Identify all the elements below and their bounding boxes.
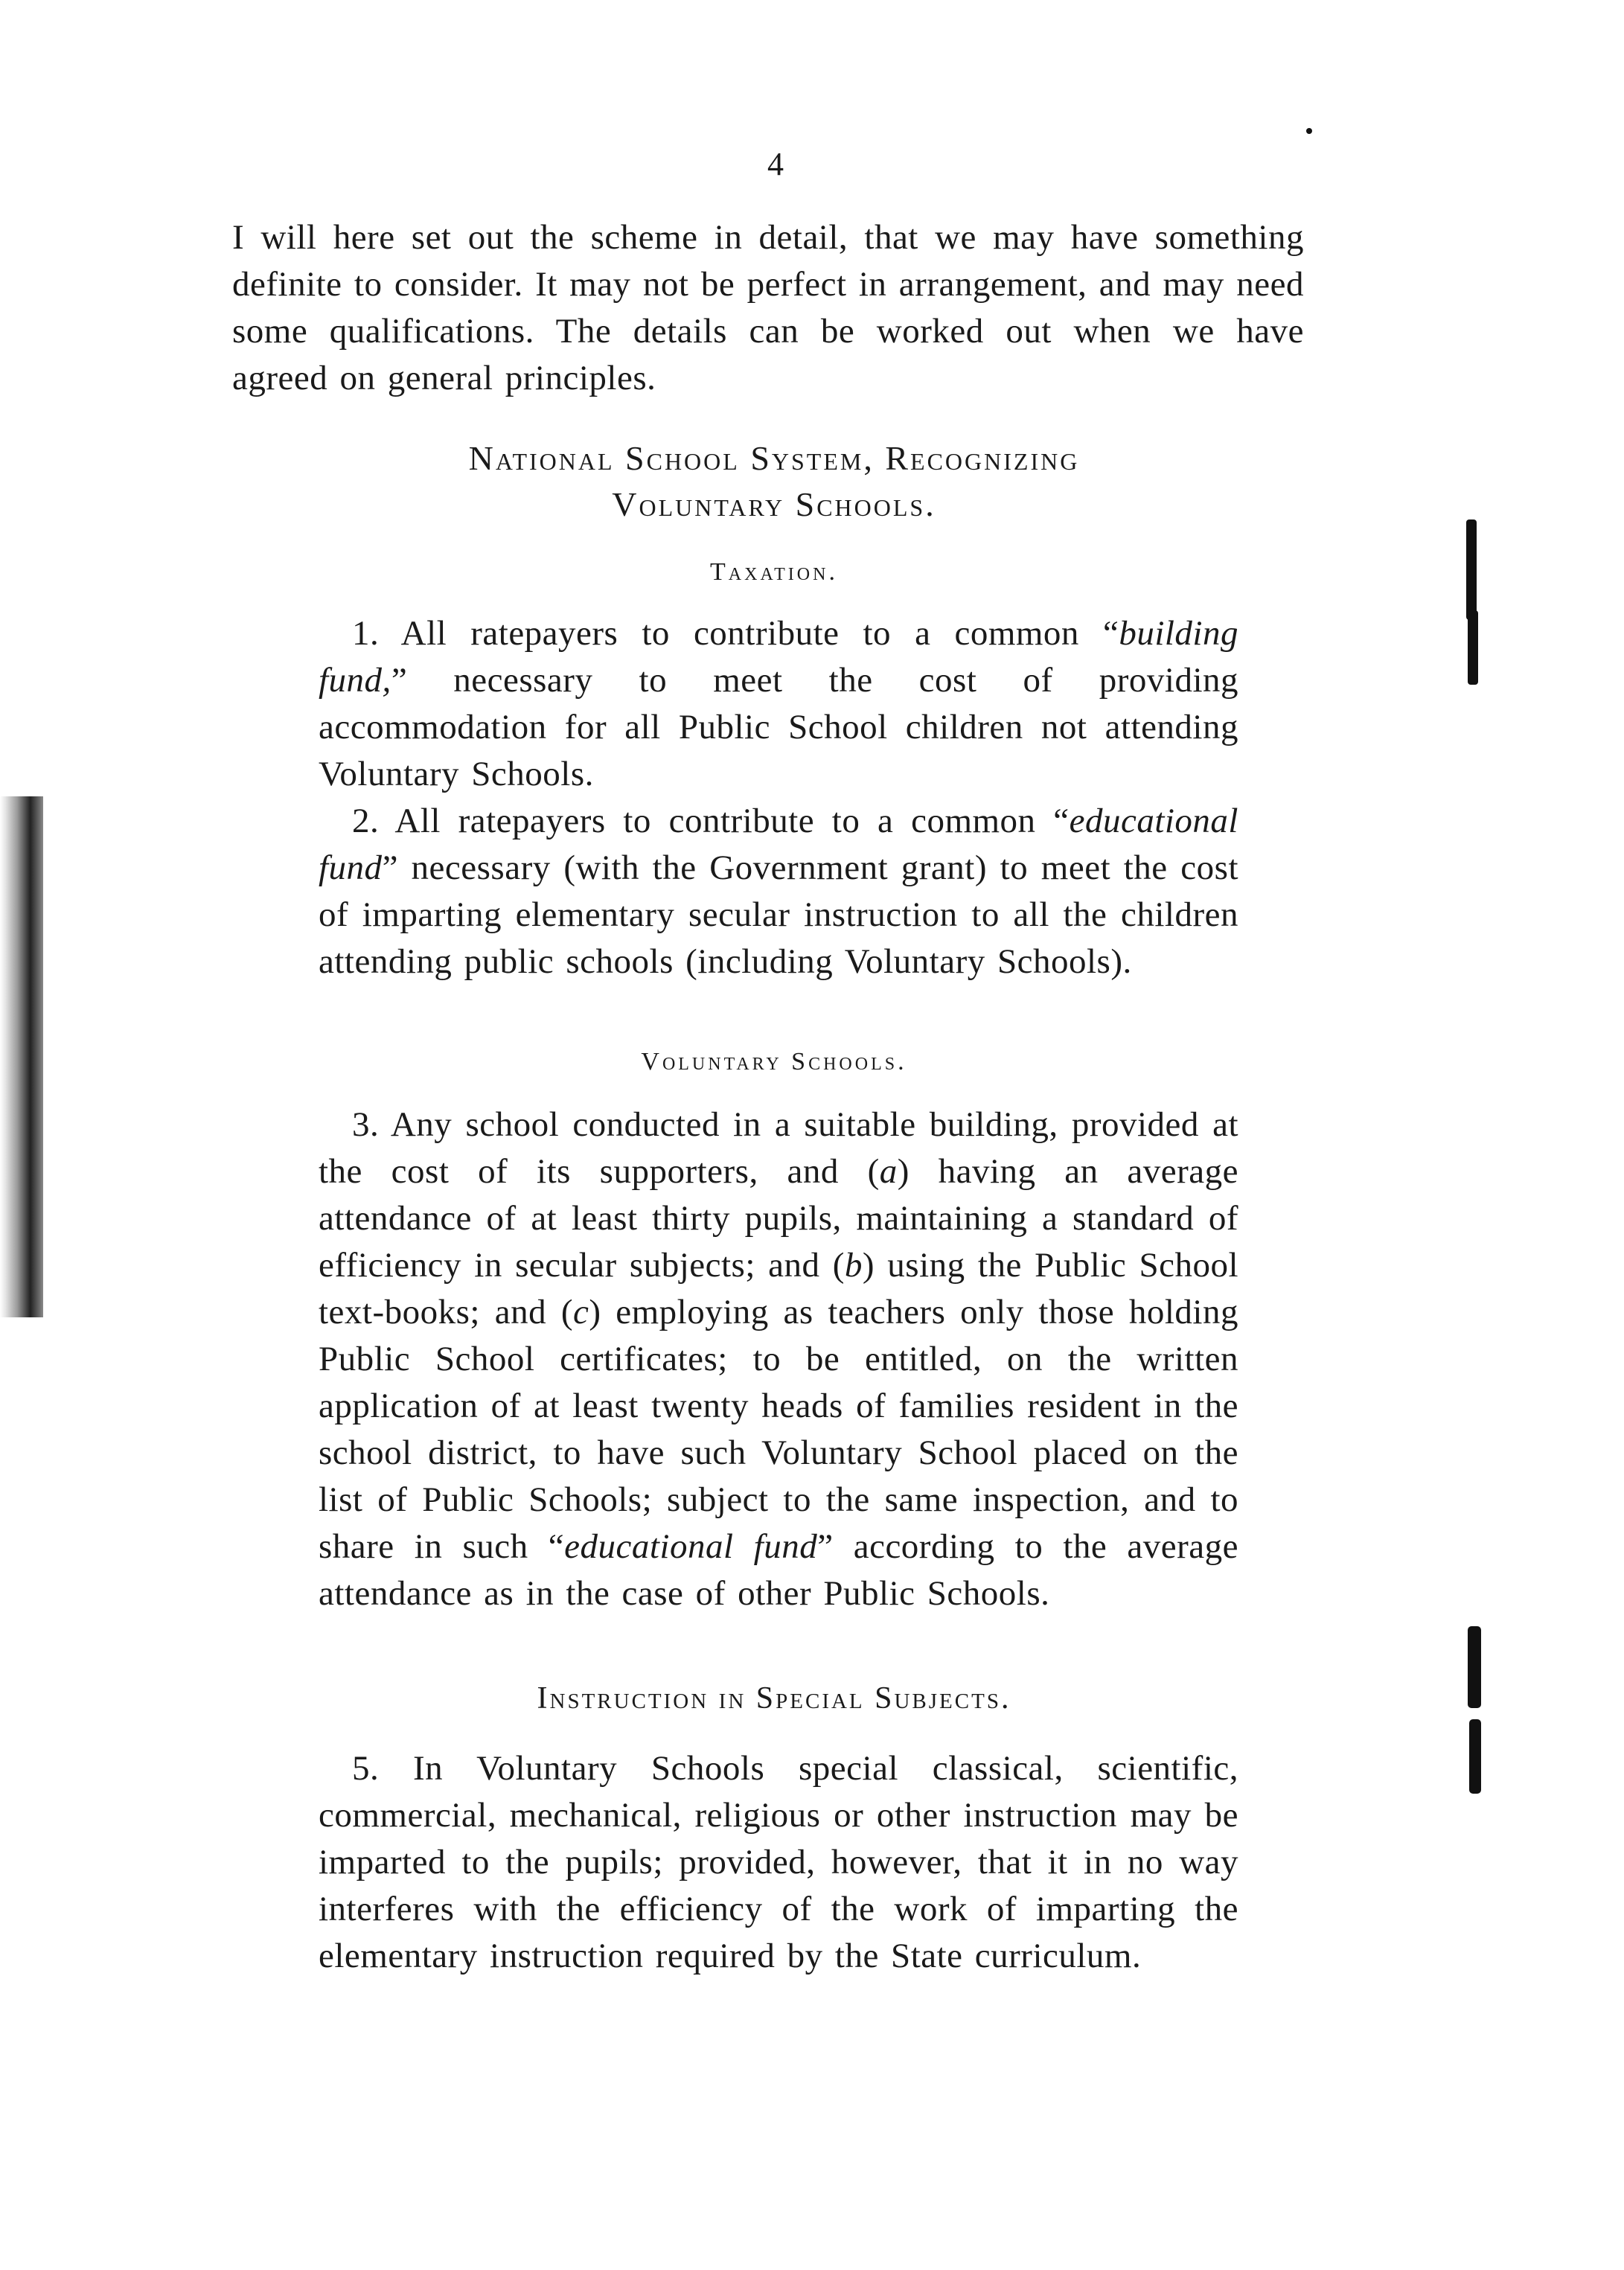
clause-1-text-end: ” necessary to meet the cost of providing accommodation for all Public School children not attending Voluntary Schools. (319, 661, 1238, 793)
voluntary-schools-heading: Voluntary Schools. (641, 1048, 907, 1075)
clause-1 (319, 610, 1238, 798)
intro-paragraph (232, 214, 1304, 402)
intro-text: I will here set out the scheme in detail, that we may have something definite to consider. It may not be perfect in arrangement, and may need some qualifications. The details can be worked out when we have agreed on general principles. (232, 218, 1304, 397)
clause-5: 5. In Voluntary Schools special classical, scientific, commercial, mechanical, religious or other instruction may be imparted to the pupils; provided, however, that it in no way interferes with the efficiency of the work of imparting the elementary instruction required by the State curriculum. (319, 1749, 1238, 1975)
section-title-line-2: Voluntary Schools. (612, 485, 936, 523)
scan-margin-mark (1468, 1626, 1481, 1708)
clause-3-text-end: ” according to the average attendance as in the case of other Public Schools. (319, 1527, 1238, 1613)
clause-2-emphasis: educational fund (319, 802, 1238, 887)
taxation-section (319, 610, 1238, 985)
clause-1-text: 1. All ratepayers to contribute to a common “ (352, 614, 1119, 653)
clause-2-text-end: ” necessary (with the Government grant) to meet the cost of imparting elementary secular instruction to all the children attending public schools (including Voluntary Schools). (319, 848, 1238, 981)
clause-2 (319, 798, 1238, 985)
scan-margin-mark (1469, 1719, 1481, 1794)
taxation-heading: Taxation. (710, 558, 838, 586)
clause-1-emphasis: building fund, (319, 614, 1238, 700)
special-subjects-heading: Instruction in Special Subjects. (537, 1681, 1011, 1716)
clause-3-item-b: b (844, 1246, 863, 1285)
page-number: 4 (767, 146, 784, 182)
voluntary-section (319, 1102, 1238, 1617)
clause-3-text: ) using the Public School text-books; and ( (319, 1246, 1238, 1331)
section-title-line-1: National School System, Recognizing (468, 439, 1080, 477)
clause-3 (319, 1102, 1238, 1617)
clause-3-text: ) having an average attendance of at least thirty pupils, maintaining a standard of efficiency in secular subjects; and ( (319, 1152, 1238, 1285)
scan-margin-mark (1466, 519, 1477, 620)
clause-3-text: ) employing as teachers only those holding Public School certificates; to be entitled, on the written application of at least twenty heads of families resident in the school district, to have such Voluntary School placed on the list of Public Schools; subject to the same inspection, and to share in such “ (319, 1293, 1238, 1566)
special-subjects-section (319, 1745, 1238, 1980)
clause-3-item-c: c (572, 1293, 589, 1331)
scan-margin-mark (1468, 610, 1478, 685)
clause-3-item-a: a (879, 1152, 898, 1191)
clause-2-text: 2. All ratepayers to contribute to a common “ (352, 802, 1070, 840)
section-title (298, 435, 1250, 528)
clause-3-text: 3. Any school conducted in a suitable building, provided at the cost of its supporters, and ( (319, 1105, 1238, 1191)
scan-binding-shadow (0, 796, 43, 1317)
scan-speck (1306, 128, 1312, 134)
clause-3-emphasis: educational fund (564, 1527, 818, 1566)
